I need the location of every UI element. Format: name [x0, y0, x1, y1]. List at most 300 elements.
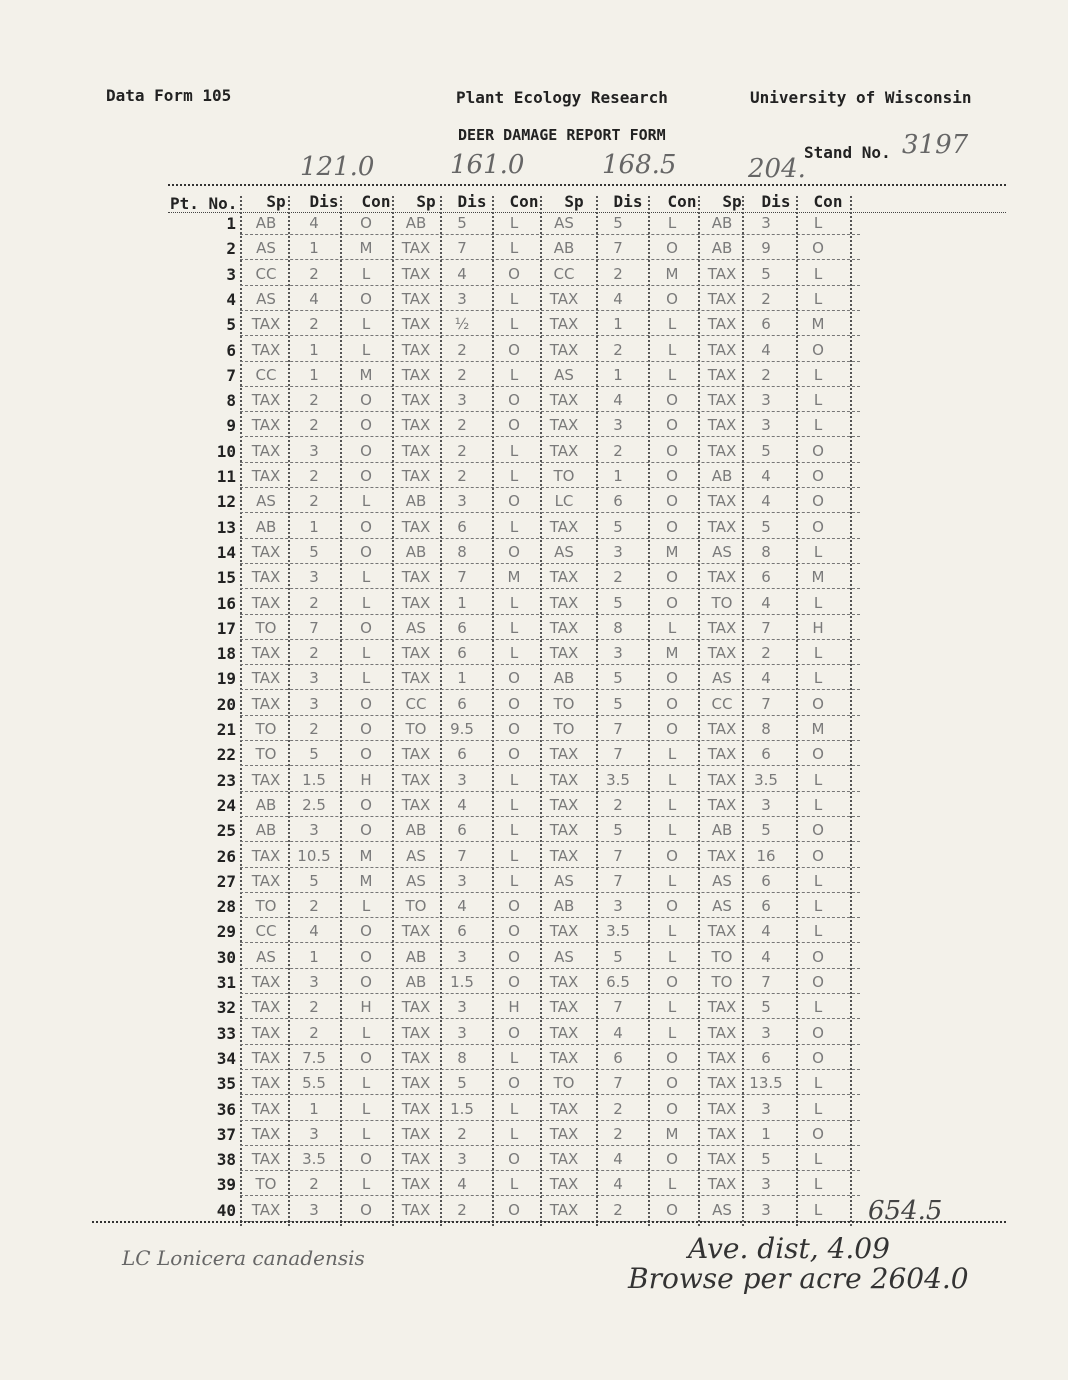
distance-cell: 5 — [309, 745, 319, 764]
condition-cell: O — [508, 694, 520, 713]
distance-cell: 7 — [613, 239, 623, 258]
distance-cell: 3 — [761, 1099, 771, 1118]
species-cell: AS — [712, 669, 732, 688]
condition-cell: O — [666, 669, 678, 688]
distance-cell: 4 — [309, 289, 319, 308]
species-cell: TAX — [707, 745, 737, 764]
condition-cell: L — [509, 770, 519, 789]
distance-cell: 6 — [761, 897, 771, 916]
species-cell: TAX — [251, 391, 281, 410]
distance-cell: 3 — [761, 1200, 771, 1219]
distance-cell: 7 — [761, 694, 771, 713]
condition-cell: L — [813, 264, 823, 283]
condition-cell: H — [360, 770, 372, 789]
distance-cell: 3.5 — [754, 770, 778, 789]
condition-cell: O — [360, 214, 372, 232]
distance-cell: 2 — [457, 1124, 467, 1143]
condition-cell: L — [813, 593, 823, 612]
condition-cell: O — [812, 821, 824, 840]
condition-cell: H — [508, 998, 520, 1017]
species-cell: TAX — [401, 416, 431, 435]
condition-cell: L — [361, 1074, 371, 1093]
row-rule — [240, 436, 860, 437]
condition-cell: M — [665, 1124, 679, 1143]
distance-cell: 4 — [761, 340, 771, 359]
distance-cell: 7 — [613, 998, 623, 1017]
distance-cell: 3 — [761, 795, 771, 814]
distance-cell: 5 — [613, 669, 623, 688]
distance-cell: 5 — [613, 593, 623, 612]
department: Plant Ecology Research — [456, 88, 668, 107]
distance-cell: 4 — [309, 214, 319, 232]
point-number: 4 — [226, 289, 236, 309]
column-separator — [288, 196, 290, 1226]
distance-cell: 2 — [761, 289, 771, 308]
distance-cell: 13.5 — [749, 1074, 783, 1093]
species-cell: TAX — [251, 1074, 281, 1093]
condition-cell: O — [666, 1200, 678, 1219]
point-number: 34 — [216, 1048, 236, 1068]
distance-cell: 2 — [309, 315, 319, 334]
distance-cell: 1 — [613, 315, 623, 334]
distance-cell: 2.5 — [302, 795, 326, 814]
condition-cell: L — [509, 846, 519, 865]
species-cell: TAX — [251, 644, 281, 663]
species-cell: TAX — [707, 1023, 737, 1042]
species-cell: TAX — [549, 1175, 579, 1194]
species-cell: AS — [712, 542, 732, 561]
species-cell: AS — [712, 897, 732, 916]
condition-cell: O — [666, 467, 678, 485]
species-cell: TAX — [251, 416, 281, 435]
species-cell: TAX — [549, 644, 579, 663]
distance-cell: 5 — [613, 214, 623, 232]
distance-cell: 3 — [613, 897, 623, 916]
distance-cell: 1 — [457, 593, 467, 612]
row-rule — [240, 614, 860, 615]
distance-cell: 4 — [613, 391, 623, 410]
species-cell: TO — [711, 593, 733, 612]
distance-cell: 3 — [457, 1150, 467, 1169]
row-rule — [240, 462, 860, 463]
stand-label: Stand No. — [804, 143, 891, 162]
distance-cell: 1 — [309, 1099, 319, 1118]
distance-cell: 2 — [457, 441, 467, 460]
condition-cell: L — [667, 315, 677, 334]
point-number: 23 — [216, 770, 236, 790]
condition-cell: L — [361, 340, 371, 359]
condition-cell: M — [507, 568, 521, 587]
species-cell: AS — [406, 871, 426, 890]
species-cell: AB — [553, 239, 575, 258]
species-cell: TAX — [707, 1124, 737, 1143]
distance-cell: 3 — [309, 568, 319, 587]
row-rule — [240, 285, 860, 286]
distance-cell: 3 — [457, 391, 467, 410]
species-cell: TO — [711, 947, 733, 966]
condition-cell: O — [508, 897, 520, 916]
condition-cell: O — [666, 593, 678, 612]
species-cell: TAX — [549, 1124, 579, 1143]
species-cell: TAX — [401, 1074, 431, 1093]
condition-cell: O — [360, 745, 372, 764]
species-cell: TAX — [401, 1023, 431, 1042]
condition-cell: M — [665, 264, 679, 283]
distance-cell: 5 — [613, 821, 623, 840]
species-cell: TAX — [707, 315, 737, 334]
condition-cell: O — [666, 1074, 678, 1093]
condition-cell: O — [508, 720, 520, 738]
condition-cell: O — [666, 568, 678, 587]
distance-cell: 5 — [457, 214, 467, 232]
distance-cell: 7 — [457, 239, 467, 258]
row-rule — [240, 942, 860, 943]
point-number: 29 — [216, 922, 236, 942]
species-cell: CC — [405, 694, 427, 713]
distance-cell: 6 — [457, 618, 467, 637]
distance-cell: 2 — [613, 568, 623, 587]
condition-cell: O — [360, 467, 372, 485]
distance-cell: 5 — [761, 1150, 771, 1169]
distance-cell: 4 — [761, 593, 771, 612]
point-number: 35 — [216, 1074, 236, 1094]
condition-cell: O — [360, 720, 372, 738]
condition-cell: O — [360, 517, 372, 536]
distance-cell: 1 — [761, 1124, 771, 1143]
condition-cell: M — [665, 644, 679, 663]
species-cell: AS — [554, 947, 574, 966]
distance-cell: 3 — [761, 214, 771, 232]
row-rule — [240, 765, 860, 766]
condition-cell: O — [508, 340, 520, 359]
species-cell: AB — [255, 821, 277, 840]
row-rule — [240, 1120, 860, 1121]
condition-cell: L — [509, 289, 519, 308]
column-total-4: 204. — [748, 154, 806, 184]
distance-cell: 3 — [613, 644, 623, 663]
species-cell: TAX — [549, 289, 579, 308]
condition-cell: L — [667, 871, 677, 890]
condition-cell: L — [813, 391, 823, 410]
distance-cell: 3 — [309, 669, 319, 688]
distance-cell: 1 — [309, 239, 319, 258]
condition-cell: O — [666, 441, 678, 460]
row-rule — [240, 1094, 860, 1095]
row-rule — [240, 361, 860, 362]
row-rule — [240, 639, 860, 640]
distance-cell: 5 — [309, 542, 319, 561]
species-cell: TAX — [251, 1124, 281, 1143]
point-number: 28 — [216, 897, 236, 917]
distance-cell: 8 — [457, 1048, 467, 1067]
distance-cell: 3 — [613, 416, 623, 435]
species-cell: AB — [405, 214, 427, 232]
condition-cell: O — [812, 1124, 824, 1143]
condition-cell: O — [508, 542, 520, 561]
species-cell: TAX — [707, 795, 737, 814]
species-cell: TAX — [549, 846, 579, 865]
distance-cell: 1 — [309, 947, 319, 966]
distance-cell: 3 — [457, 770, 467, 789]
condition-cell: O — [812, 1023, 824, 1042]
column-separator — [392, 196, 394, 1226]
condition-cell: L — [509, 618, 519, 637]
species-cell: TAX — [707, 1099, 737, 1118]
distance-cell: 5 — [761, 998, 771, 1017]
distance-cell: 7 — [613, 871, 623, 890]
distance-cell: 1 — [309, 340, 319, 359]
form-id: Data Form 105 — [106, 86, 232, 105]
species-cell: AS — [256, 947, 276, 966]
species-cell: TO — [553, 1074, 575, 1093]
condition-cell: L — [667, 922, 677, 941]
distance-cell: 10.5 — [297, 846, 331, 865]
condition-cell: L — [813, 214, 823, 232]
distance-cell: 2 — [613, 1124, 623, 1143]
condition-cell: L — [361, 1124, 371, 1143]
distance-cell: 1 — [613, 365, 623, 384]
species-cell: TAX — [401, 340, 431, 359]
condition-cell: O — [812, 517, 824, 536]
condition-cell: O — [666, 694, 678, 713]
distance-cell: 4 — [761, 922, 771, 941]
distance-cell: 5 — [457, 1074, 467, 1093]
condition-cell: L — [813, 770, 823, 789]
species-cell: TAX — [251, 315, 281, 334]
species-cell: TAX — [401, 391, 431, 410]
species-cell: TAX — [251, 846, 281, 865]
condition-cell: L — [509, 517, 519, 536]
row-rule — [240, 1145, 860, 1146]
row-rule — [240, 715, 860, 716]
species-cell: AB — [255, 214, 277, 232]
distance-cell: 5 — [613, 947, 623, 966]
condition-cell: L — [509, 214, 519, 232]
row-rule — [240, 816, 860, 817]
species-cell: TO — [255, 720, 277, 738]
condition-cell: L — [509, 441, 519, 460]
species-cell: AB — [553, 669, 575, 688]
distance-cell: 2 — [613, 264, 623, 283]
distance-cell: 3 — [457, 289, 467, 308]
point-number: 30 — [216, 947, 236, 967]
row-rule — [240, 588, 860, 589]
species-cell: TAX — [549, 1048, 579, 1067]
column-separator — [340, 196, 342, 1226]
distance-cell: 4 — [309, 922, 319, 941]
condition-cell: L — [813, 289, 823, 308]
header-con-2: Con — [509, 192, 539, 211]
condition-cell: L — [667, 1175, 677, 1194]
distance-cell: 8 — [761, 720, 771, 738]
condition-cell: L — [361, 1175, 371, 1194]
point-number: 8 — [226, 391, 236, 411]
species-cell: TAX — [549, 1200, 579, 1219]
row-rule — [240, 892, 860, 893]
species-cell: TAX — [251, 441, 281, 460]
condition-cell: O — [666, 720, 678, 738]
condition-cell: O — [508, 745, 520, 764]
distance-cell: 4 — [761, 947, 771, 966]
distance-cell: 4 — [613, 1150, 623, 1169]
condition-cell: O — [508, 973, 520, 991]
header-dis-2: Dis — [457, 192, 487, 211]
species-cell: TAX — [707, 340, 737, 359]
condition-cell: L — [361, 897, 371, 916]
condition-cell: L — [361, 264, 371, 283]
distance-cell: 6 — [457, 922, 467, 941]
distance-cell: 16 — [756, 846, 776, 865]
condition-cell: O — [812, 340, 824, 359]
species-cell: TAX — [401, 770, 431, 789]
species-cell: TAX — [707, 289, 737, 308]
condition-cell: O — [666, 239, 678, 258]
condition-cell: L — [667, 770, 677, 789]
condition-cell: O — [360, 1200, 372, 1219]
condition-cell: O — [508, 947, 520, 966]
species-cell: TO — [255, 897, 277, 916]
species-cell: TAX — [401, 365, 431, 384]
condition-cell: L — [667, 365, 677, 384]
condition-cell: O — [508, 922, 520, 941]
distance-cell: 7 — [613, 720, 623, 738]
species-cell: TAX — [251, 694, 281, 713]
point-number: 11 — [216, 467, 236, 486]
species-cell: TAX — [707, 568, 737, 587]
distance-cell: 3.5 — [302, 1150, 326, 1169]
distance-cell: 3 — [457, 871, 467, 890]
species-cell: AS — [554, 871, 574, 890]
condition-cell: L — [361, 1099, 371, 1118]
species-cell: AB — [711, 821, 733, 840]
species-cell: TAX — [401, 593, 431, 612]
condition-cell: L — [667, 947, 677, 966]
distance-cell: 2 — [309, 897, 319, 916]
condition-cell: L — [667, 618, 677, 637]
species-cell: AS — [554, 214, 574, 232]
distance-cell: 7 — [457, 846, 467, 865]
species-cell: TAX — [251, 973, 281, 991]
species-cell: TO — [553, 720, 575, 738]
column-separator — [648, 196, 650, 1226]
condition-cell: L — [813, 998, 823, 1017]
condition-cell: O — [666, 1048, 678, 1067]
condition-cell: O — [666, 391, 678, 410]
condition-cell: O — [360, 391, 372, 410]
condition-cell: H — [360, 998, 372, 1017]
condition-cell: O — [360, 973, 372, 991]
species-cell: TAX — [401, 517, 431, 536]
species-cell: TAX — [549, 441, 579, 460]
species-cell: CC — [553, 264, 575, 283]
distance-cell: 6 — [457, 745, 467, 764]
column-total-1: 121.0 — [300, 152, 375, 182]
species-cell: TAX — [251, 871, 281, 890]
species-cell: AB — [553, 897, 575, 916]
species-cell: TAX — [251, 467, 281, 485]
header-dis-3: Dis — [613, 192, 643, 211]
condition-cell: L — [813, 1150, 823, 1169]
header-bottom-rule — [168, 212, 1006, 213]
row-rule — [240, 259, 860, 260]
species-cell: TAX — [549, 593, 579, 612]
row-rule — [240, 512, 860, 513]
species-cell: AB — [255, 517, 277, 536]
condition-cell: O — [508, 1150, 520, 1169]
species-cell: AS — [554, 365, 574, 384]
row-rule — [240, 386, 860, 387]
condition-cell: L — [813, 1200, 823, 1219]
distance-cell: 3 — [457, 947, 467, 966]
species-cell: AB — [405, 492, 427, 511]
condition-cell: O — [812, 973, 824, 991]
header-sp-3: Sp — [564, 192, 584, 211]
header-sp-4: Sp — [722, 192, 742, 211]
point-number: 7 — [226, 365, 236, 385]
condition-cell: L — [509, 365, 519, 384]
distance-cell: 5 — [761, 517, 771, 536]
species-cell: TAX — [549, 568, 579, 587]
point-number: 6 — [226, 340, 236, 360]
distance-cell: 2 — [309, 644, 319, 663]
species-cell: CC — [711, 694, 733, 713]
point-number: 17 — [216, 618, 236, 638]
species-cell: CC — [255, 264, 277, 283]
point-number: 20 — [216, 694, 236, 714]
distance-cell: 2 — [457, 365, 467, 384]
distance-cell: 2 — [613, 1099, 623, 1118]
row-rule — [240, 664, 860, 665]
condition-cell: L — [509, 1048, 519, 1067]
condition-cell: O — [666, 1099, 678, 1118]
distance-cell: 2 — [309, 593, 319, 612]
condition-cell: L — [813, 1175, 823, 1194]
point-number: 16 — [216, 593, 236, 613]
condition-cell: L — [813, 922, 823, 941]
condition-cell: O — [666, 517, 678, 536]
point-number: 9 — [226, 416, 236, 436]
species-cell: TAX — [401, 922, 431, 941]
species-cell: TAX — [707, 922, 737, 941]
distance-cell: 4 — [761, 669, 771, 688]
row-rule — [240, 867, 860, 868]
condition-cell: O — [812, 239, 824, 258]
distance-cell: 3 — [309, 973, 319, 991]
species-cell: TAX — [707, 1074, 737, 1093]
distance-cell: 3 — [613, 542, 623, 561]
condition-cell: O — [360, 416, 372, 435]
point-number: 32 — [216, 998, 236, 1018]
row-rule — [240, 917, 860, 918]
species-cell: AS — [712, 871, 732, 890]
condition-cell: O — [360, 289, 372, 308]
condition-cell: L — [509, 871, 519, 890]
species-cell: CC — [255, 922, 277, 941]
distance-cell: 3 — [761, 416, 771, 435]
condition-cell: L — [509, 821, 519, 840]
condition-cell: L — [361, 315, 371, 334]
distance-cell: 4 — [761, 492, 771, 511]
distance-cell: 3 — [761, 391, 771, 410]
condition-cell: L — [509, 644, 519, 663]
condition-cell: O — [508, 1200, 520, 1219]
distance-cell: 6 — [761, 871, 771, 890]
point-number: 5 — [226, 315, 236, 335]
condition-cell: L — [813, 644, 823, 663]
distance-cell: 2 — [309, 264, 319, 283]
point-number: 39 — [216, 1175, 236, 1195]
species-cell: TAX — [401, 289, 431, 308]
